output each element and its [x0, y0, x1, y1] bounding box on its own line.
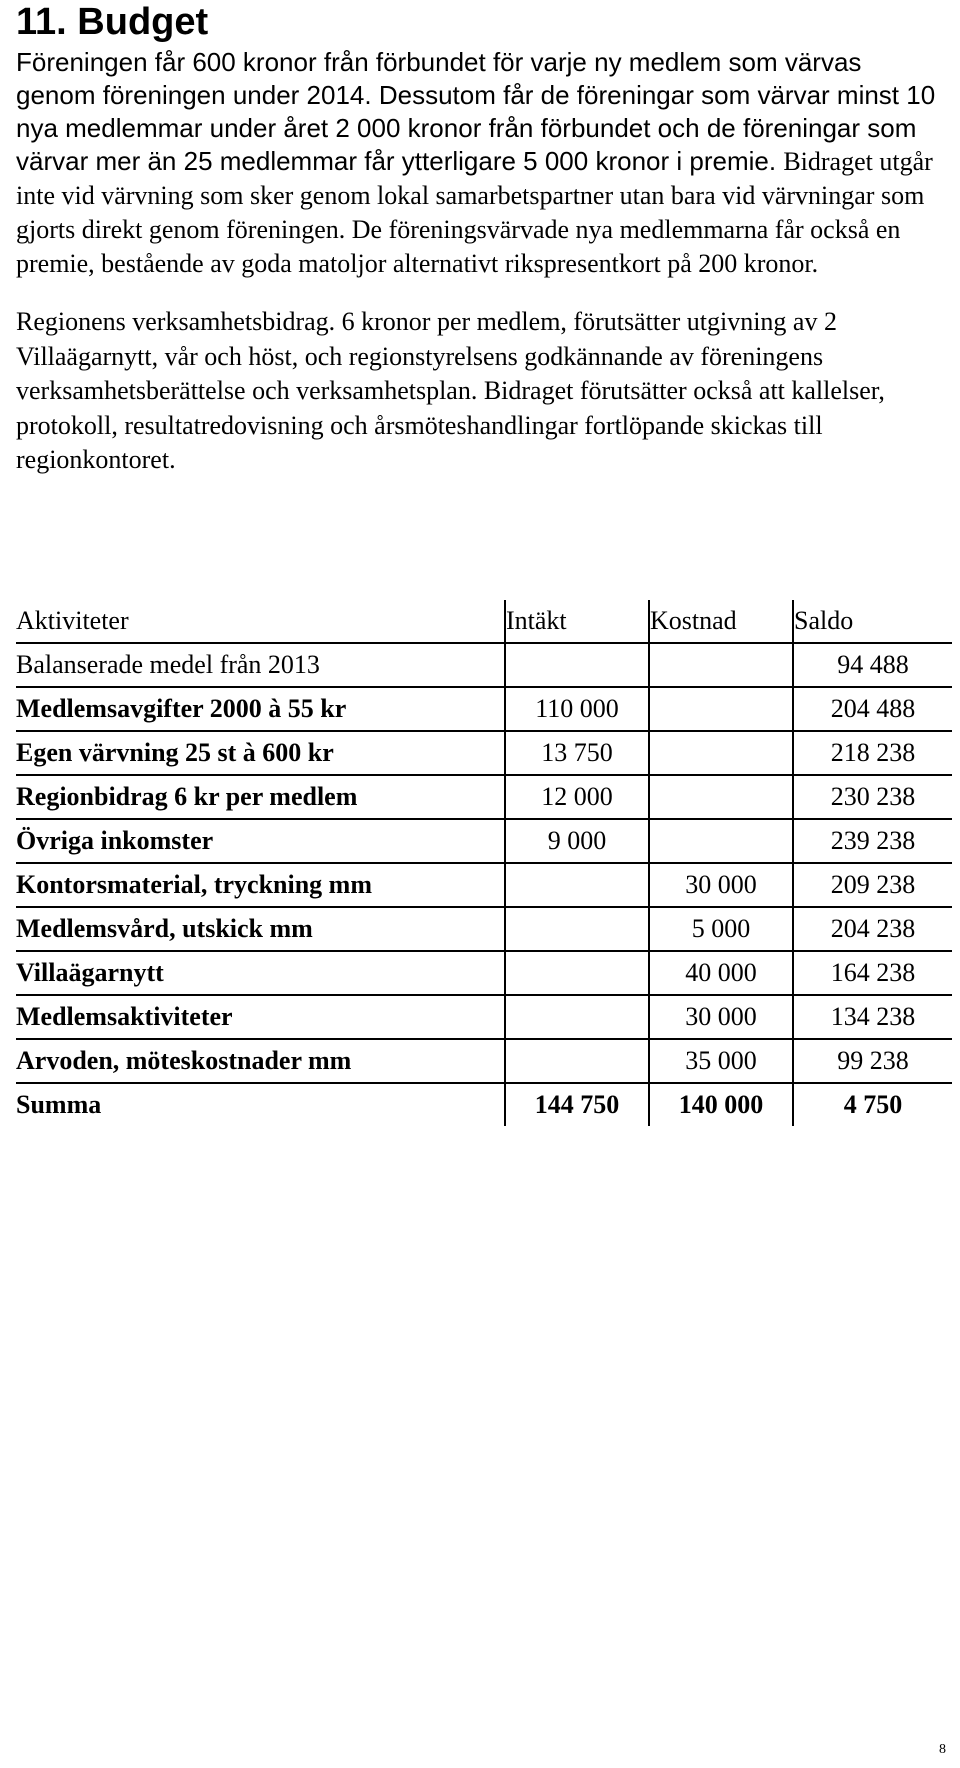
table-row — [16, 643, 952, 687]
table-row — [16, 951, 952, 995]
row-income — [505, 907, 649, 951]
row-income: 13 750 — [505, 731, 649, 775]
row-cost: 5 000 — [649, 907, 793, 951]
row-income: 12 000 — [505, 775, 649, 819]
row-balance: 230 238 — [793, 775, 952, 819]
row-balance: 204 238 — [793, 907, 952, 951]
row-income — [505, 863, 649, 907]
row-activity: Medlemsvård, utskick mm — [16, 907, 505, 951]
table-row — [16, 687, 952, 731]
row-activity: Medlemsaktiviteter — [16, 995, 505, 1039]
row-income: 110 000 — [505, 687, 649, 731]
row-activity: Regionbidrag 6 kr per medlem — [16, 775, 505, 819]
header-activities: Aktiviteter — [16, 600, 505, 643]
row-income — [505, 1039, 649, 1083]
row-cost — [649, 819, 793, 863]
row-cost: 30 000 — [649, 863, 793, 907]
region-paragraph: Regionens verksamhetsbidrag. 6 kronor per medlem, förutsätter utgivning av 2 Villaägarnytt, vår och höst, och regionstyrelsens godkännande av föreningens verksamhetsberättelse och verksamhetsplan. Bidraget förutsätter också att kallelser, protokoll, resultatredovisning och årsmöteshandlingar fortlöpande skickas till regionkontoret. — [16, 307, 885, 474]
table-row — [16, 1039, 952, 1083]
row-activity: Kontorsmaterial, tryckning mm — [16, 863, 505, 907]
sum-label: Summa — [16, 1090, 102, 1119]
budget-table — [16, 600, 952, 1126]
header-income: Intäkt — [505, 600, 649, 643]
row-activity: Balanserade medel från 2013 — [16, 643, 505, 687]
row-balance: 204 488 — [793, 687, 952, 731]
table-sum-row — [16, 1083, 952, 1126]
row-activity: Arvoden, möteskostnader mm — [16, 1039, 505, 1083]
row-balance: 134 238 — [793, 995, 952, 1039]
row-activity: Villaägarnytt — [16, 951, 505, 995]
row-balance: 164 238 — [793, 951, 952, 995]
intro-paragraph — [16, 46, 946, 281]
row-income — [505, 995, 649, 1039]
sum-cost: 140 000 — [649, 1083, 793, 1126]
row-cost: 30 000 — [649, 995, 793, 1039]
intro-text-serif: Bidraget utgår inte vid värvning som sker genom lokal samarbetspartner utan bara vid värvningar som gjorts direkt genom föreningen. De föreningsvärvade nya medlemmarna får också en premie, bestående av goda matoljor alternativt rikspresentkort på 200 kronor. — [16, 147, 933, 278]
row-income: 9 000 — [505, 819, 649, 863]
table-row — [16, 775, 952, 819]
table-row — [16, 819, 952, 863]
intro-text-sans: Föreningen får 600 kronor från förbundet för varje ny medlem som värvas genom föreningen under 2014. Dessutom får de föreningar som värvar minst 10 nya medlemmar under året 2 000 kronor från förbundet och de föreningar som värvar mer än 25 medlemmar får ytterligare 5 000 kronor i premie. — [16, 47, 936, 176]
row-cost: 35 000 — [649, 1039, 793, 1083]
row-balance: 94 488 — [793, 643, 952, 687]
row-activity: Egen värvning 25 st à 600 kr — [16, 731, 505, 775]
section-heading: 11. Budget — [16, 1, 209, 43]
row-income — [505, 643, 649, 687]
row-cost — [649, 643, 793, 687]
header-balance: Saldo — [793, 600, 952, 643]
sum-balance: 4 750 — [793, 1083, 952, 1126]
row-cost: 40 000 — [649, 951, 793, 995]
table-row — [16, 863, 952, 907]
row-balance: 99 238 — [793, 1039, 952, 1083]
header-cost: Kostnad — [649, 600, 793, 643]
row-cost — [649, 775, 793, 819]
row-balance: 239 238 — [793, 819, 952, 863]
sum-income: 144 750 — [505, 1083, 649, 1126]
row-cost — [649, 731, 793, 775]
page-number: 8 — [939, 1742, 946, 1757]
budget-table-body — [16, 643, 952, 1126]
table-row — [16, 907, 952, 951]
row-activity: Övriga inkomster — [16, 819, 505, 863]
document-page — [16, 0, 946, 478]
row-balance: 218 238 — [793, 731, 952, 775]
budget-table-header — [16, 600, 952, 643]
row-cost — [649, 687, 793, 731]
table-row — [16, 995, 952, 1039]
row-activity: Medlemsavgifter 2000 à 55 kr — [16, 687, 505, 731]
row-balance: 209 238 — [793, 863, 952, 907]
row-income — [505, 951, 649, 995]
table-row — [16, 731, 952, 775]
